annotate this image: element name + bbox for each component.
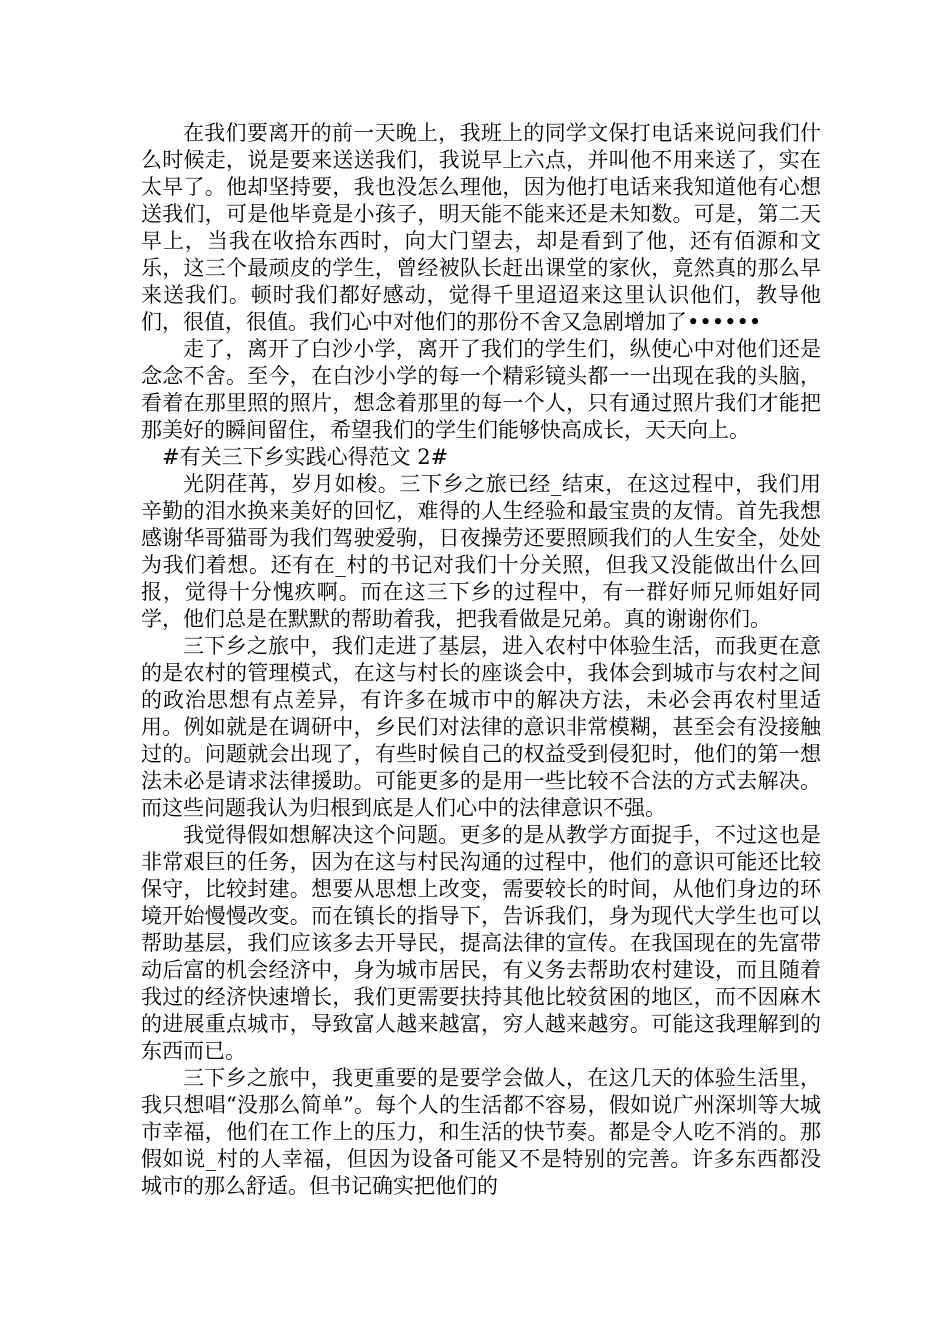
paragraph-rural-management: 三下乡之旅中，我们走进了基层，进入农村中体验生活，而我更在意的是农村的管理模式，在这与村长的座谈会中，我体会到城市与农村之间的政治思想有点差异，有许多在城市中的解决方法，未必会再农村里适用。例如就是在调研中，乡民们对法律的意识非常模糊，甚至会有没接触过的。问题就会出现了，有些时候自己的权益受到侵犯时，他们的第一想法未必是请求法律援助。可能更多的是用一些比较不合法的方式去解决。而这些问题我认为归根到底是人们心中的法律意识不强。 xyxy=(141,634,821,820)
paragraph-time-flies: 光阴荏苒，岁月如梭。三下乡之旅已经_结束，在这过程中，我们用辛勤的泪水换来美好的回忆，难得的人生经验和最宝贵的友情。首先我想感谢华哥猫哥为我们驾驶爱驹，日夜操劳还要照顾我们的人生安全，处处为我们着想。还有在_村的书记对我们十分关照，但我又没能做出什么回报，觉得十分愧疚啊。而在这三下乡的过程中，有一群好师兄师姐好同学，他们总是在默默的帮助着我，把我看做是兄弟。真的谢谢你们。 xyxy=(141,472,821,631)
document-body xyxy=(141,120,821,1200)
paragraph-leaving-school: 走了，离开了白沙小学，离开了我们的学生们，纵使心中对他们还是念念不舍。至今，在白沙小学的每一个精彩镜头都一一出现在我的头脑，看着在那里照的照片，想念着那里的每一个人，只有通过照片我们才能把那美好的瞬间留住，希望我们的学生们能够快高成长，天天向上。 xyxy=(141,337,821,442)
paragraph-solve-problem: 我觉得假如想解决这个问题。更多的是从教学方面捉手，不过这也是非常艰巨的任务，因为在这与村民沟通的过程中，他们的意识可能还比较保守，比较封建。想要从思想上改变，需要较长的时间，从他们身边的环境开始慢慢改变。而在镇长的指导下，告诉我们，身为现代大学生也可以帮助基层，我们应该多去开导民，提高法律的宣传。在我国现在的先富带动后富的机会经济中，身为城市居民，有义务去帮助农村建设，而且随着我过的经济快速增长，我们更需要扶持其他比较贫困的地区，而不因麻木的进展重点城市，导致富人越来越富，穷人越来越穷。可能这我理解到的东西而已。 xyxy=(141,823,821,1063)
section-heading: #有关三下乡实践心得范文 2# xyxy=(162,445,449,469)
paragraph-learn-to-be-human: 三下乡之旅中，我更重要的是要学会做人，在这几天的体验生活里，我只想唱“没那么简单”。每个人的生活都不容易，假如说广州深圳等大城市幸福，他们在工作上的压力，和生活的快节奏。都是令人吃不消的。那假如说_村的人幸福，但因为设备可能又不是特别的完善。许多东西都没城市的那么舒适。但书记确实把他们的 xyxy=(141,1066,821,1198)
paragraph-farewell: 在我们要离开的前一天晚上，我班上的同学文保打电话来说问我们什么时候走，说是要来送送我们，我说早上六点，并叫他不用来送了，实在太早了。他却坚持要，我也没怎么理他，因为他打电话来我知道他有心想送我们，可是他毕竟是小孩子，明天能不能来还是未知数。可是，第二天早上，当我在收拾东西时，向大门望去，却是看到了他，还有佰源和文乐，这三个最顽皮的学生，曾经被队长赶出课堂的家伙，竟然真的那么早来送我们。顿时我们都好感动，觉得千里迢迢来这里认识他们，教导他们，很值，很值。我们心中对他们的那份不舍又急剧增加了•••••• xyxy=(141,121,821,334)
